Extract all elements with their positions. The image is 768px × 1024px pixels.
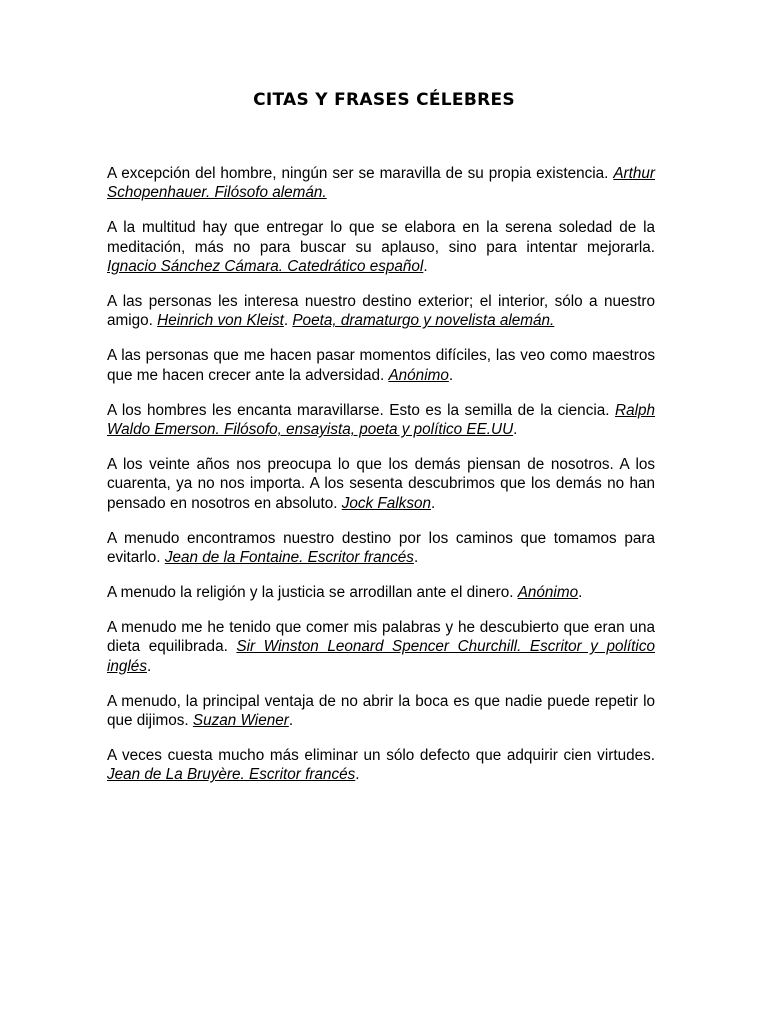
quote-paragraph <box>107 455 655 513</box>
quote-author: Ralph Waldo Emerson. Filósofo, ensayista, poeta y político EE.UU <box>107 401 655 439</box>
quote-author: Suzan Wiener <box>192 712 289 730</box>
quote-paragraph <box>107 292 655 331</box>
quote-text: A veces cuesta mucho más eliminar un sólo defecto que adquirir cien virtudes. <box>107 746 655 764</box>
quote-text: A la multitud hay que entregar lo que se elabora en la serena soledad de la meditación, más no para buscar su aplauso, sino para intentar mejorarla. <box>107 219 655 256</box>
quote-paragraph <box>107 218 655 276</box>
quote-tail: . <box>513 421 518 439</box>
quote-text: A los veinte años nos preocupa lo que los demás piensan de nosotros. A los cuarenta, ya no nos importa. A los sesenta descubrimos que los demás no han pensado en nosotros en absoluto. <box>107 455 655 512</box>
quote-author: Heinrich von Kleist <box>157 312 284 330</box>
quote-tail: . <box>431 494 436 512</box>
quote-text: A las personas que me hacen pasar momentos difíciles, las veo como maestros que me hacen crecer ante la adversidad. <box>107 347 655 384</box>
quote-paragraph <box>107 618 655 676</box>
quote-author: Sir Winston Leonard Spencer Churchill. Escritor y político inglés <box>107 638 655 675</box>
quote-tail: . <box>283 312 293 330</box>
quote-author-description: Poeta, dramaturgo y novelista alemán. <box>292 312 555 330</box>
quote-paragraph <box>107 583 655 602</box>
quote-tail: . <box>423 258 428 276</box>
quote-paragraph <box>107 401 655 440</box>
quote-paragraph <box>107 529 655 568</box>
quote-text: A excepción del hombre, ningún ser se maravilla de su propia existencia. <box>107 165 614 182</box>
quote-author: Jean de La Bruyère. Escritor francés <box>107 766 356 784</box>
quote-text: A menudo, la principal ventaja de no abrir la boca es que nadie puede repetir lo que dijimos. <box>107 692 655 730</box>
quote-tail: . <box>288 712 294 730</box>
quote-paragraph <box>107 692 655 731</box>
quote-paragraph <box>107 346 655 385</box>
quote-author: Jean de la Fontaine. Escritor francés <box>164 549 414 567</box>
quote-tail: . <box>146 657 152 675</box>
quote-author: Anónimo <box>388 366 449 384</box>
quote-text: A los hombres les encanta maravillarse. Esto es la semilla de la ciencia. <box>107 401 616 419</box>
quote-tail: . <box>413 549 419 567</box>
page-title: CITAS Y FRASES CÉLEBRES <box>253 90 515 110</box>
quote-text: A menudo me he tenido que comer mis palabras y he descubierto que eran una dieta equilibrada. <box>107 618 655 656</box>
quote-text: A menudo la religión y la justicia se arrodillan ante el dinero. <box>107 584 518 601</box>
quote-tail: . <box>578 584 583 601</box>
quote-tail: . <box>448 366 454 384</box>
quote-author: Ignacio Sánchez Cámara. Catedrático español <box>107 258 424 276</box>
quote-paragraph <box>107 746 655 785</box>
quote-text: A menudo encontramos nuestro destino por los caminos que tomamos para evitarlo. <box>107 529 655 567</box>
quote-paragraph <box>107 164 655 203</box>
quote-tail: . <box>355 766 360 784</box>
quote-author: Anónimo <box>517 584 579 601</box>
quote-list <box>107 164 655 800</box>
quote-text: A las personas les interesa nuestro destino exterior; el interior, sólo a nuestro amigo. <box>107 293 655 330</box>
quote-author: Jock Falkson <box>341 494 431 512</box>
quote-author: Arthur Schopenhauer. Filósofo alemán. <box>107 165 655 202</box>
